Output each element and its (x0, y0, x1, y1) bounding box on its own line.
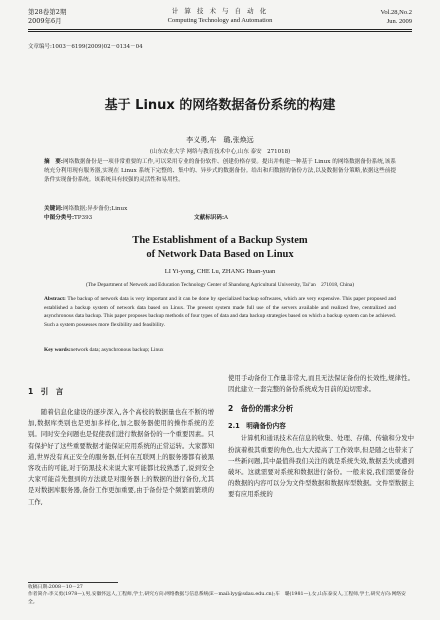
doc-code-value: A (224, 215, 229, 221)
article-number: 文章编号:1003－6199(2009)02－0134－04 (28, 44, 143, 50)
keywords-cn-label: 关键词: (44, 206, 63, 212)
paper-title-en-line2: of Network Data Based on Linux (146, 249, 294, 260)
abstract-cn-label: 摘 要: (44, 159, 63, 165)
abstract-en-text: The backup of network data is very important and it can be done by specialized backup softwares, which are very expensive. This paper proposed and established a backup system of network data based on Linux. The present system made full use of the servers available and realized free, centralized and asynchronous data backup. This paper proposes backup methods of four types of data and data backup strategies based on which a backup system can be achieved. Such a system possesses more flexibility and feasibility. (44, 296, 396, 328)
header-rule-bottom (28, 31, 412, 32)
authors-en: LI Yi-yong, CHE Lu, ZHANG Huan-yuan (164, 268, 276, 275)
running-header-left (28, 8, 66, 26)
journal-name-cn: 计 算 技 术 与 自 动 化 (171, 7, 269, 15)
section-1-paragraph-1: 随着信息化建设的逐步深入,各个高校的数据量也在不断的增加,数据库类别也是更加多样化,加之服务器使用的操作系统的差别。同时安全问题也是促使我们进行数据备份的一个重要因素。只有保护好了这些重要数据才能保证应用系统的正常运转。大家都知道,世界没有真正安全的服务器,任何在互联网上的服务器都有被黑客攻击的可能,对于防黑技术来说大家可能都比较熟悉了,说到安全大家可能首先想到的方法就是对服务器上的数据的进行备份,尤其是对数据库服务器,备份工作更加重要,由于备份是个频繁而繁琐的工作, (28, 408, 214, 506)
keywords-en-text: network data; asynchronous backup; Linux (70, 347, 164, 353)
running-header-center (130, 7, 310, 25)
abstract-en-label: Abstract: (44, 296, 66, 302)
date-en: Jun. 2009 (386, 18, 412, 25)
volume-issue-cn: 第28卷第2期 (28, 8, 67, 16)
body-right-column (228, 373, 414, 501)
running-header-right (381, 8, 412, 26)
footnotes (28, 584, 412, 606)
paper-title-en (28, 234, 412, 262)
keywords-en (44, 347, 164, 353)
date-cn: 2009年6月 (28, 17, 62, 25)
keywords-en-label: Key words: (44, 347, 71, 353)
clc-label: 中图分类号: (44, 215, 75, 221)
subsection-2-1-heading: 2.1 明确备份内容 (228, 422, 286, 431)
right-column-paragraph-1: 使用手动备份工作量非常大,而且无法保证备份的长效性,规律性。因此建立一套完整的备份系统成为目前的迫切需求。 (228, 374, 414, 394)
affiliation-en: (The Department of Network and Education Technology Center of Shandong Agricultural University, Tai’an 271018, China) (85, 282, 355, 288)
keywords-cn (44, 204, 127, 212)
footnote-author-bio: 作者简介:李义勇(1978—),男,安徽怀远人,工程师,学士,研究方向:网络数据与信息系统(E－mail:lyy@sdau.edu.cn);车 璐(1981—),女,山东泰安人,工程师,学士,研究方向:网络安全。 (28, 592, 406, 605)
section-2-heading: 2 备份的需求分析 (228, 404, 294, 414)
classification-line (44, 213, 396, 221)
abstract-en (44, 295, 396, 329)
authors-cn: 李义勇,车 璐,张焕远 (186, 136, 254, 144)
body-left-column (28, 386, 214, 508)
abstract-cn-text: 网络数据备份是一项非常重要的工作,可以采用专业的备份软件、创建份格存要。提出并构建一种基于 Linux 的网络数据备份系统,该系统充分利用现有服务器,实现在 Linux 系统下完整的、集中的、异步式的数据备份。给出和归数据的备份方法,以及数据备分策略,依据这些前提条件实现备份系统。该系统具有较强的灵活性和易用性。 (44, 159, 396, 183)
clc-value: TP393 (74, 215, 93, 221)
affiliation-cn: (山东农业大学 网络与教育技术中心,山东 泰安 271018) (149, 149, 291, 155)
footnote-rule (28, 582, 118, 583)
volume-issue-en: Vol.28,No.2 (380, 9, 412, 16)
paper-title-cn: 基于 Linux 的网络数据备份系统的构建 (104, 98, 336, 113)
subsection-2-1-paragraph: 计算机和通讯技术在信息的收集、处理、存储、传输和分发中扮演着极其重要的角色,也大大提高了工作效率,但是随之也带来了一些新问题,其中最值得我们关注的就是系统失效,数据丢失或遭到破坏。这就需要对系统和数据进行备份。一般来说,我们需要备份的数据的内容可以分为文件型数据和数据库型数据。文件型数据主要有应用系统的 (228, 434, 414, 499)
paper-title-en-line1: The Establishment of a Backup System (132, 235, 308, 246)
doc-code-label: 文献标识码: (194, 215, 225, 221)
header-rule-top (28, 29, 412, 30)
section-1-heading: 1 引 言 (28, 387, 64, 396)
footnote-received-date: 收稿日期:2008－10－27 (28, 585, 83, 590)
keywords-cn-text: 网络数据;异步备份;Linux (62, 206, 128, 212)
journal-name-en: Computing Technology and Automation (167, 17, 273, 24)
abstract-cn (44, 158, 396, 185)
